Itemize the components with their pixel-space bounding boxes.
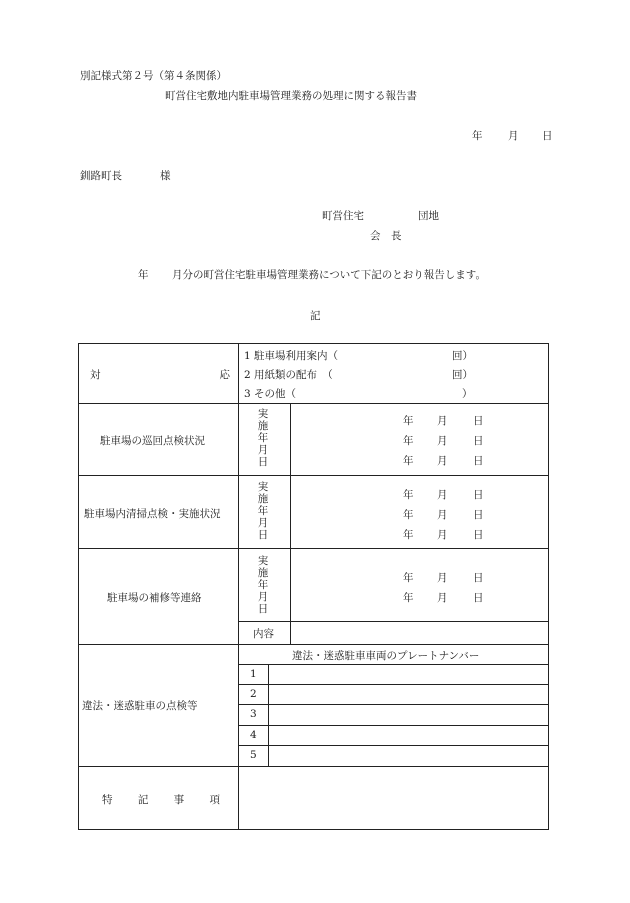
document-title: 町営住宅敷地内駐車場管理業務の処理に関する報告書 xyxy=(165,90,417,102)
report-date xyxy=(0,128,630,142)
addressee-name: 釧路町長 xyxy=(80,170,122,182)
plate-number-4: 4 xyxy=(250,729,257,741)
response-item-3: 3 その他（ xyxy=(244,388,297,400)
plate-number-5: 5 xyxy=(250,749,257,761)
repair-contact-label: 駐車場の補修等連絡 xyxy=(107,592,202,604)
plate-number-3: 3 xyxy=(250,708,257,720)
date-day: 日 xyxy=(542,130,553,142)
special-notes-label: 特 記 事 項 xyxy=(102,794,220,806)
illegal-parking-label: 違法・迷惑駐車の点検等 xyxy=(82,700,198,712)
response-item-2-end: 回） xyxy=(452,369,473,381)
plate-number-header: 違法・迷惑駐車車両のプレートナンバー xyxy=(292,650,480,662)
sender-chair: 会 長 xyxy=(370,230,402,242)
plate-number-2: 2 xyxy=(250,688,257,700)
form-number: 別記様式第２号（第４条関係） xyxy=(80,70,227,82)
plate-number-1: 1 xyxy=(250,668,257,680)
response-item-1: 1 駐車場利用案内（ xyxy=(244,350,339,362)
intro-year: 年 xyxy=(138,269,149,281)
ki-heading: 記 xyxy=(310,310,321,322)
response-item-2: 2 用紙類の配布 （ xyxy=(244,369,333,381)
intro-text: 月分の町営住宅駐車場管理業務について下記のとおり報告します。 xyxy=(172,269,486,281)
addressee-honorific: 様 xyxy=(160,170,171,182)
cleaning-inspection-label: 駐車場内清掃点検・実施状況 xyxy=(84,508,221,520)
date-month: 月 xyxy=(508,130,519,142)
patrol-inspection-label: 駐車場の巡回点検状況 xyxy=(100,435,205,447)
response-label: 対 応 xyxy=(90,369,230,381)
sender-housing: 町営住宅 xyxy=(322,210,364,222)
response-item-1-end: 回） xyxy=(452,350,473,362)
response-item-3-end: ） xyxy=(462,388,473,400)
date-year: 年 xyxy=(472,130,483,142)
repair-content-label: 内容 xyxy=(253,628,274,640)
sender-estate: 団地 xyxy=(418,210,439,222)
